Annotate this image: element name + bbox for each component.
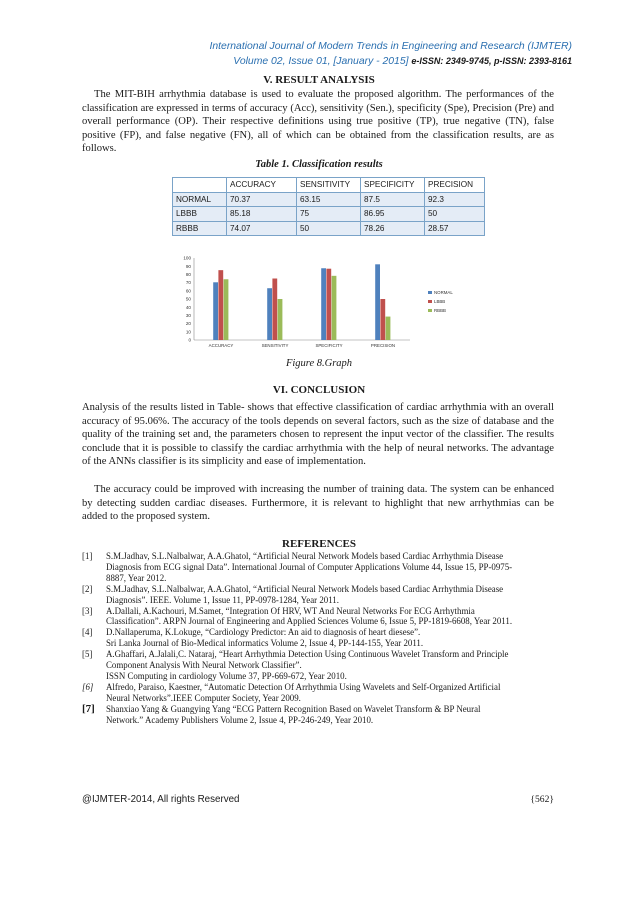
table-cell: 86.95 <box>361 207 425 222</box>
footer-page-number: {562} <box>530 794 554 805</box>
reference-line: ISSN Computing in cardiology Volume 37, PP-669-672, Year 2010. <box>106 670 347 681</box>
table-cell: 70.37 <box>227 192 297 207</box>
legend-label: RBBB <box>434 308 446 313</box>
reference-text <box>106 606 554 628</box>
table-row <box>173 192 485 207</box>
reference-number: [3] <box>82 605 93 616</box>
y-tick-label: 80 <box>185 272 191 277</box>
conclusion-paragraph-2: The accuracy could be improved with increasing the number of training data. The system can be enhanced by detecting sudden cardiac diseases. Furthermore, it is relevant to highlight that new arrhythmias can be added to the proposed system. <box>82 484 554 523</box>
table-row <box>173 207 485 222</box>
bar <box>386 317 391 340</box>
section-conclusion-title: VI. CONCLUSION <box>272 384 366 396</box>
reference-text <box>106 649 554 682</box>
bar <box>380 299 385 340</box>
conclusion-paragraph-1: Analysis of the results listed in Table- shows that effective classification of cardiac arrhythmia with an overall accuracy of 95.06%. The accuracy of the tools depends on several factors, such as the size of database and the quality of the training set and, the parameters chosen to represent the input vector of the classifier. The results conclude that it is possible to classify the cardiac arrhythmia with the help of neural networks. The advantage of the ANNs classifier is its simplicity and ease of implementation. <box>82 402 554 468</box>
reference-line: Classification”. ARPN Journal of Engineering and Applied Sciences Volume 6, Issue 5, PP-1819-6608, Year 2011. <box>106 616 513 627</box>
bar <box>224 279 229 340</box>
reference-line: A.Ghaffari, A.Jalali,C. Nataraj, “Heart Arrhythmia Detection Using Continuous Wavelet Transform and Principle <box>106 649 509 660</box>
reference-item <box>82 551 554 584</box>
bar <box>272 279 277 341</box>
reference-number: [4] <box>82 627 93 638</box>
table-cell: 87.5 <box>361 192 425 207</box>
bar <box>321 268 326 340</box>
journal-header <box>152 39 572 69</box>
classification-results-table <box>172 177 485 236</box>
table-header-cell: PRECISION <box>425 178 485 193</box>
reference-line: 8887, Year 2012. <box>106 572 167 583</box>
table-cell: 78.26 <box>361 221 425 236</box>
reference-line: Component Analysis With Neural Network Classifier”. <box>106 660 302 671</box>
references-title: REFERENCES <box>282 538 356 550</box>
table-header-cell: ACCURACY <box>227 178 297 193</box>
reference-line: Sri Lanka Journal of Bio-Medical informatics Volume 2, Issue 4, PP-144-155, Year 2011. <box>106 638 424 649</box>
legend-swatch <box>428 291 432 294</box>
reference-number: [6] <box>82 681 94 692</box>
x-tick-label: SENSITIVITY <box>261 343 289 348</box>
reference-number: [5] <box>82 649 93 660</box>
y-tick-label: 30 <box>185 313 191 318</box>
figure-caption: Figure 8.Graph <box>285 358 353 369</box>
classification-bar-chart <box>172 252 472 352</box>
legend-swatch <box>428 300 432 303</box>
journal-issn: e-ISSN: 2349-9745, p-ISSN: 2393-8161 <box>411 56 572 66</box>
reference-line: S.M.Jadhav, S.L.Nalbalwar, A.A.Ghatol, “Artificial Neural Network Models based Cardiac Arrhythmia Disease <box>106 583 504 594</box>
bar <box>326 269 331 340</box>
reference-number: [7] <box>82 702 95 715</box>
reference-number: [1] <box>82 551 93 561</box>
result-analysis-paragraph: The MIT-BIH arrhythmia database is used to evaluate the proposed algorithm. The performances of the classification are expressed in terms of accuracy (Acc), sensitivity (Sen.), specificity (Spe), Precision (Pre) and overall performance (OP). Their respective definitions using true positive (TP), true negative (TN), false positive (FP), and false negative (FN), all of which can be obtained from the classification results, are as follows. <box>82 89 554 155</box>
reference-line: Diagnosis from ECG signal Data”. International Journal of Computer Applications Volume 44, Issue 15, PP-0975- <box>106 561 513 572</box>
reference-line: S.M.Jadhav, S.L.Nalbalwar, A.A.Ghatol, “Artificial Neural Network Models based Cardiac Arrhythmia Disease <box>106 551 504 561</box>
table-cell: 75 <box>297 207 361 222</box>
reference-item <box>82 682 554 704</box>
legend-label: NORMAL <box>434 290 453 295</box>
reference-item <box>82 584 554 606</box>
bar <box>332 276 337 340</box>
reference-item <box>82 649 554 682</box>
table-cell: 28.57 <box>425 221 485 236</box>
reference-text <box>106 627 554 649</box>
x-tick-label: PRECISION <box>370 343 396 348</box>
journal-volume: Volume 02, Issue 01, [January - 2015] <box>233 56 409 67</box>
table-cell: 63.15 <box>297 192 361 207</box>
table-cell: 74.07 <box>227 221 297 236</box>
reference-line: Shanxiao Yang & Guangying Yang “ECG Pattern Recognition Based on Wavelet Transform & BP Neural <box>106 703 481 714</box>
y-tick-label: 100 <box>183 255 191 261</box>
journal-title: International Journal of Modern Trends in Engineering and Research (IJMTER) <box>209 41 572 52</box>
bar <box>375 264 380 340</box>
table-header-cell <box>173 178 227 193</box>
reference-line: D.Nallaperuma, K.Lokuge, “Cardiology Predictor: An aid to diagnosis of heart diesese”. <box>106 627 421 638</box>
legend-swatch <box>428 309 432 312</box>
reference-line: A.Dallali, A.Kachouri, M.Samet, “Integration Of HRV, WT And Neural Networks For ECG Arrhythmia <box>106 605 475 616</box>
table-header-cell: SPECIFICITY <box>361 178 425 193</box>
y-tick-label: 20 <box>185 321 191 327</box>
journal-volume-line <box>152 54 572 69</box>
x-tick-label: ACCURACY <box>208 343 234 348</box>
table-cell: LBBB <box>173 207 227 222</box>
bar <box>218 270 223 340</box>
y-tick-label: 10 <box>185 329 191 335</box>
bar <box>213 282 218 340</box>
footer-copyright: @IJMTER-2014, All rights Reserved <box>82 794 240 805</box>
y-tick-label: 50 <box>185 296 191 302</box>
reference-line: Diagnosis”. IEEE. Volume 1, Issue 11, PP-0978-1284, Year 2011. <box>106 594 339 605</box>
reference-line: Neural Networks”.IEEE Computer Society, Year 2009. <box>106 692 301 703</box>
reference-text <box>106 704 554 726</box>
x-tick-label: SPECIFICITY <box>315 343 343 348</box>
reference-line: Network.” Academy Publishers Volume 2, Issue 4, PP-246-249, Year 2010. <box>106 714 374 725</box>
y-tick-label: 90 <box>185 263 191 269</box>
reference-item <box>82 606 554 628</box>
references-list <box>82 551 554 726</box>
y-tick-label: 40 <box>185 304 191 310</box>
table-cell: RBBB <box>173 221 227 236</box>
table-cell: 85.18 <box>227 207 297 222</box>
legend-label: LBBB <box>434 299 446 304</box>
bar <box>267 288 272 340</box>
y-tick-label: 70 <box>185 280 191 286</box>
reference-number: [2] <box>82 583 93 594</box>
table-cell: 50 <box>425 207 485 222</box>
y-tick-label: 60 <box>185 288 191 294</box>
table-cell: 50 <box>297 221 361 236</box>
bar <box>278 299 283 340</box>
reference-text <box>106 551 554 584</box>
reference-text <box>106 584 554 606</box>
table-row <box>173 221 485 236</box>
reference-item <box>82 704 554 726</box>
table-cell: NORMAL <box>173 192 227 207</box>
reference-line: Alfredo, Paraiso, Kaestner, “Automatic Detection Of Arrhythmia Using Wavelets and Self-Organized Artificial <box>106 681 501 692</box>
table-header-cell: SENSITIVITY <box>297 178 361 193</box>
section-result-analysis-title: V. RESULT ANALYSIS <box>263 74 375 86</box>
table-header-row <box>173 178 485 193</box>
table-cell: 92.3 <box>425 192 485 207</box>
reference-item <box>82 627 554 649</box>
y-tick-label: 0 <box>188 337 191 343</box>
table-caption: Table 1. Classification results <box>255 159 383 170</box>
reference-text <box>106 682 554 704</box>
